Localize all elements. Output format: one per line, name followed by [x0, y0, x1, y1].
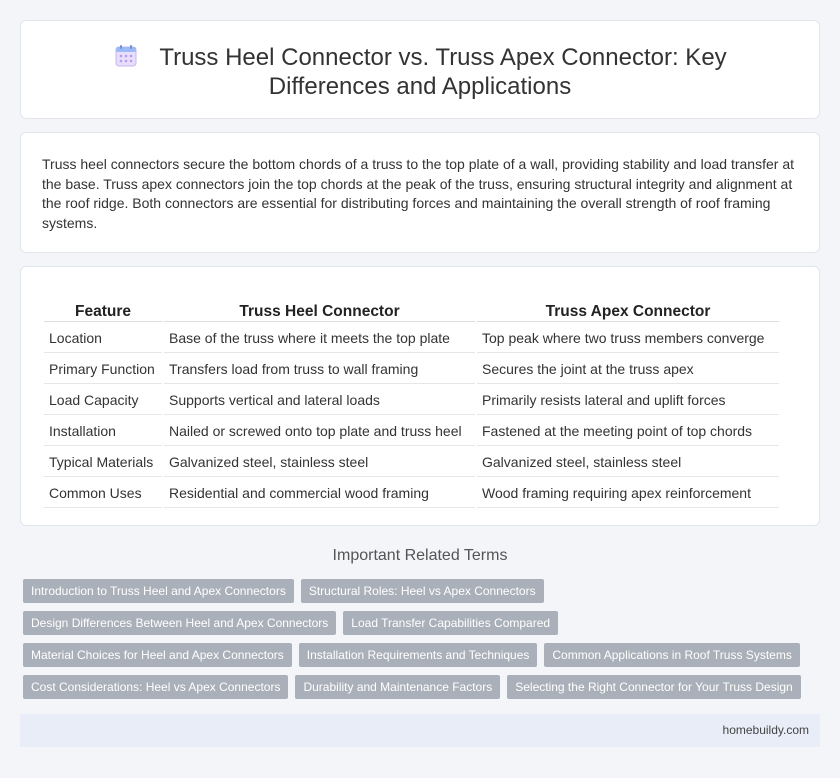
intro-text: Truss heel connectors secure the bottom chords of a truss to the top plate of a wall, providing stability and load transfer at the base. Truss apex connectors join the top chords at the peak of the truss, ensuring structural integrity and alignment at the roof ridge. Both connectors are essential for distributing forces and maintaining the overall strength of roof framing systems. [42, 156, 794, 231]
apex-cell: Fastened at the meeting point of top chords [477, 417, 779, 446]
feature-cell: Load Capacity [44, 386, 162, 415]
related-term-tag[interactable]: Selecting the Right Connector for Your Truss Design [507, 675, 801, 699]
related-term-tag[interactable]: Introduction to Truss Heel and Apex Connectors [23, 579, 294, 603]
heel-cell: Supports vertical and lateral loads [164, 386, 475, 415]
table-row [44, 355, 779, 384]
table-row [44, 417, 779, 446]
table-row [44, 479, 779, 508]
header-card [20, 20, 820, 119]
footer [20, 714, 820, 747]
heel-cell: Galvanized steel, stainless steel [164, 448, 475, 477]
feature-cell: Location [44, 324, 162, 353]
tag-row [23, 611, 823, 635]
tag-row [23, 643, 823, 667]
feature-cell: Installation [44, 417, 162, 446]
related-term-tag[interactable]: Durability and Maintenance Factors [295, 675, 500, 699]
related-term-tag[interactable]: Common Applications in Roof Truss Systems [544, 643, 799, 667]
apex-cell: Primarily resists lateral and uplift forces [477, 386, 779, 415]
heel-cell: Transfers load from truss to wall framing [164, 355, 475, 384]
comparison-table [42, 294, 781, 510]
related-term-tag[interactable]: Design Differences Between Heel and Apex Connectors [23, 611, 336, 635]
feature-cell: Common Uses [44, 479, 162, 508]
related-term-tag[interactable]: Installation Requirements and Techniques [299, 643, 538, 667]
apex-cell: Secures the joint at the truss apex [477, 355, 779, 384]
related-term-tag[interactable]: Material Choices for Heel and Apex Connectors [23, 643, 292, 667]
related-terms-title: Important Related Terms [332, 547, 508, 564]
feature-cell: Typical Materials [44, 448, 162, 477]
tag-row [23, 579, 823, 603]
comparison-card [20, 266, 820, 526]
apex-cell: Galvanized steel, stainless steel [477, 448, 779, 477]
related-term-tag[interactable]: Cost Considerations: Heel vs Apex Connectors [23, 675, 288, 699]
heel-cell: Nailed or screwed onto top plate and truss heel [164, 417, 475, 446]
page-title-wrap [51, 43, 789, 101]
table-row [44, 386, 779, 415]
header-heel: Truss Heel Connector [164, 296, 475, 322]
feature-cell: Primary Function [44, 355, 162, 384]
calendar-icon [113, 43, 139, 69]
intro-card [20, 132, 820, 253]
related-term-tag[interactable]: Load Transfer Capabilities Compared [343, 611, 558, 635]
tag-row [23, 675, 823, 699]
heel-cell: Base of the truss where it meets the top plate [164, 324, 475, 353]
table-header-row [44, 296, 779, 322]
table-row [44, 324, 779, 353]
header-feature: Feature [44, 296, 162, 322]
page-title: Truss Heel Connector vs. Truss Apex Connector: Key Differences and Applications [159, 44, 727, 100]
heel-cell: Residential and commercial wood framing [164, 479, 475, 508]
apex-cell: Top peak where two truss members converge [477, 324, 779, 353]
table-row [44, 448, 779, 477]
related-term-tag[interactable]: Structural Roles: Heel vs Apex Connectors [301, 579, 544, 603]
related-terms-list [23, 579, 823, 707]
apex-cell: Wood framing requiring apex reinforcement [477, 479, 779, 508]
footer-site-link[interactable]: homebuildy.com [722, 723, 809, 737]
header-apex: Truss Apex Connector [477, 296, 779, 322]
